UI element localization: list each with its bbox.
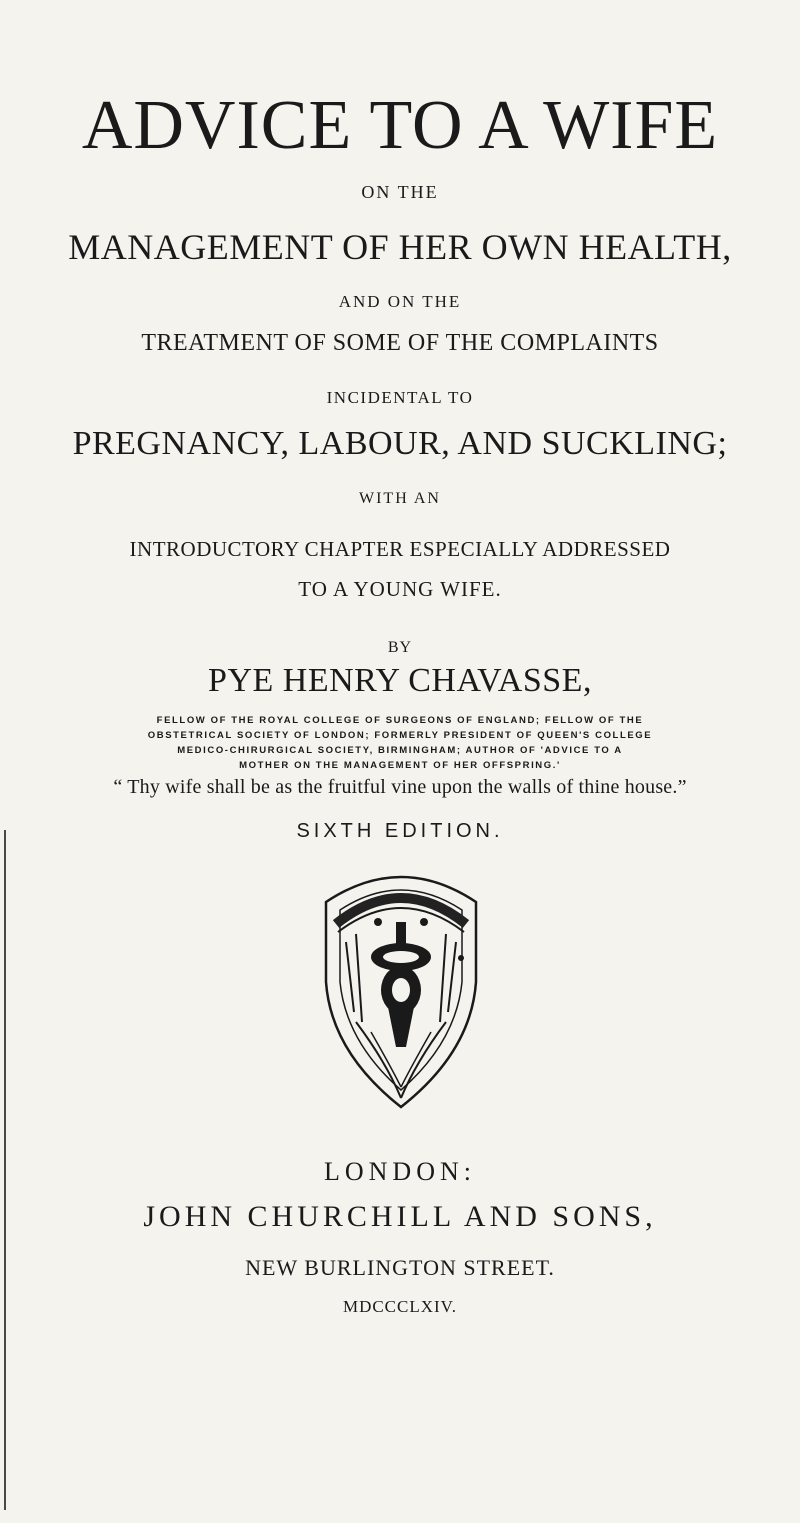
credentials-line: FELLOW OF THE ROYAL COLLEGE OF SURGEONS OF ENGLAND; FELLOW OF THE [156,715,644,726]
with-an-text: WITH AN [359,490,441,507]
author-name: PYE HENRY CHAVASSE, [208,662,592,699]
credentials-line: MOTHER ON THE MANAGEMENT OF HER OFFSPRING.' [239,760,561,771]
on-the-text: ON THE [361,182,439,202]
imprint-year: MDCCCLXIV. [342,1297,458,1316]
book-title: ADVICE TO A WIFE [81,87,719,164]
subtitle-treatment: TREATMENT OF SOME OF THE COMPLAINTS [141,330,659,356]
imprint-place: LONDON: [324,1157,476,1186]
by-text: BY [387,639,413,656]
imprint-publisher: JOHN CHURCHILL AND SONS, [143,1200,657,1233]
subtitle-management: MANAGEMENT OF HER OWN HEALTH, [68,227,732,267]
intro-chapter-line-2: TO A YOUNG WIFE. [298,577,502,601]
edition-label: SIXTH EDITION. [296,820,504,842]
publisher-crest-icon [316,862,486,1112]
intro-chapter-line-1: INTRODUCTORY CHAPTER ESPECIALLY ADDRESSED [129,537,671,561]
imprint-street: NEW BURLINGTON STREET. [245,1255,555,1280]
epigraph: “ Thy wife shall be as the fruitful vine upon the walls of thine house.” [113,776,687,798]
credentials-line: OBSTETRICAL SOCIETY OF LONDON; FORMERLY PRESIDENT OF QUEEN'S COLLEGE [147,730,653,741]
author-credentials [0,713,800,773]
subtitle-pregnancy: PREGNANCY, LABOUR, AND SUCKLING; [72,425,728,462]
credentials-line: MEDICO-CHIRURGICAL SOCIETY, BIRMINGHAM; AUTHOR OF 'ADVICE TO A [177,745,623,756]
incidental-to-text: INCIDENTAL TO [326,388,474,407]
and-on-the-text: AND ON THE [338,292,462,311]
